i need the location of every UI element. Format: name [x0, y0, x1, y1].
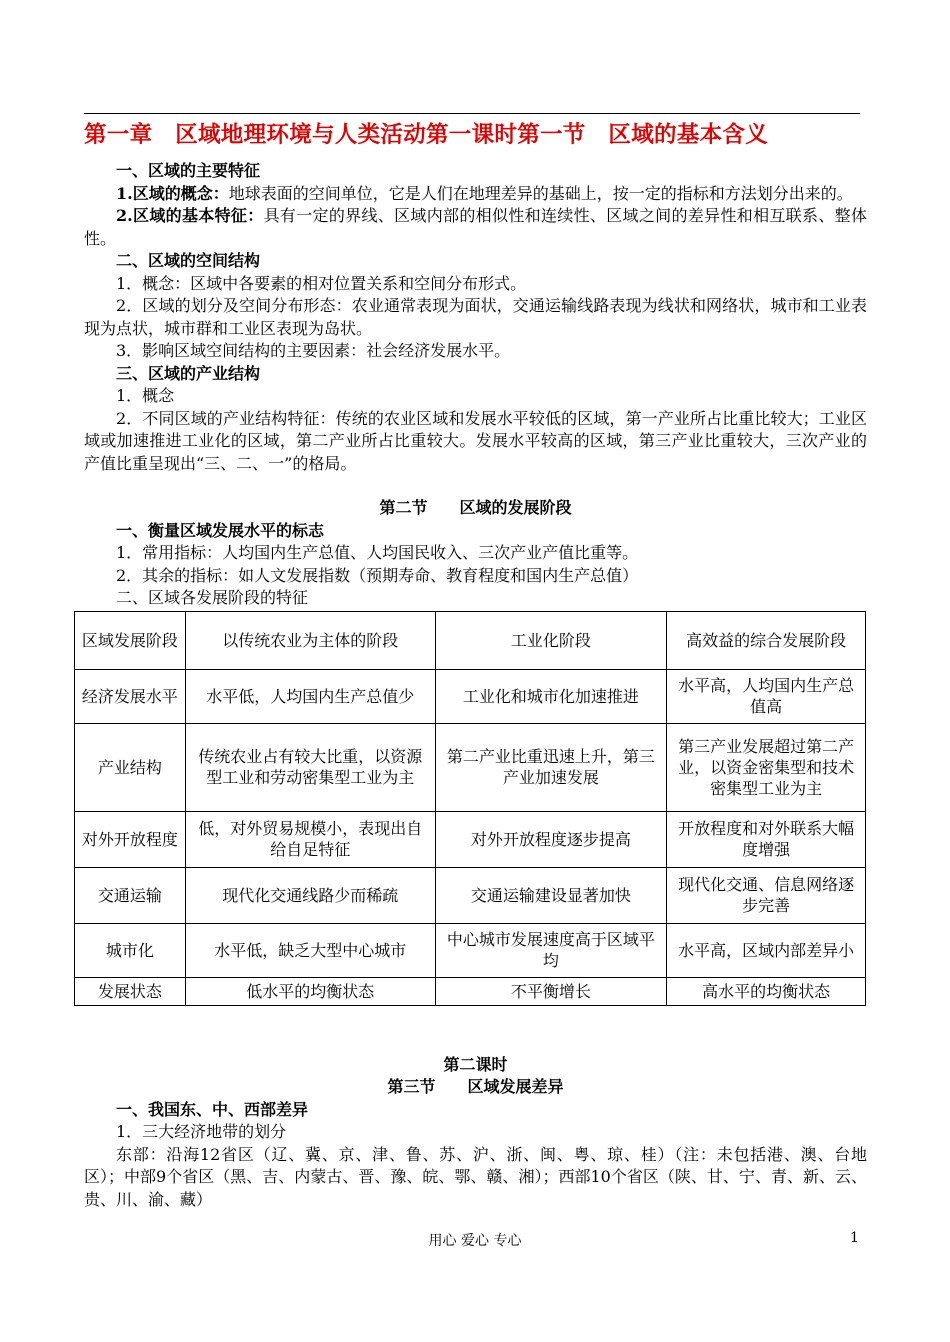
table-row: [75, 977, 866, 1005]
document-body: [81, 160, 867, 1211]
page-title: 第一章 区域地理环境与人类活动第一课时第一节 区域的基本含义: [84, 122, 769, 148]
table-cell: 工业化阶段: [435, 611, 667, 669]
table-cell: 水平低，缺乏大型中心城市: [185, 923, 435, 977]
section-title-development-stages: 第二节 区域的发展阶段: [379, 498, 572, 517]
paragraph-economic-zones: 1．三大经济地带的划分: [116, 1122, 287, 1141]
table-cell: 不平衡增长: [435, 977, 667, 1005]
paragraph-zone-provinces: 东部：沿海12省区（辽、冀、京、津、鲁、苏、沪、浙、闽、粤、琼、桂）（注：未包括港、澳、台地区）；中部9个省区（黑、吉、内蒙古、晋、豫、皖、鄂、赣、湘）；西部10个省区（陕、甘、宁、青、新、云、贵、川、渝、藏）: [84, 1144, 867, 1209]
heading-spatial-structure: 二、区域的空间结构: [116, 251, 261, 270]
table-cell: 经济发展水平: [75, 669, 186, 723]
heading-east-central-west: 一、我国东、中、西部差异: [116, 1099, 309, 1119]
table-cell: 中心城市发展速度高于区域平均: [435, 923, 667, 977]
table-cell: 第三产业发展超过第二产业，以资金密集型和技术密集型工业为主: [667, 723, 866, 811]
table-cell: 水平高，人均国内生产总值高: [667, 669, 866, 723]
table-cell: 区域发展阶段: [75, 611, 186, 669]
text-basic-features: 具有一定的界线、区域内部的相似性和连续性、区域之间的差异性和相互联系、整体性。: [84, 206, 867, 248]
paragraph-basic-features: [84, 205, 867, 250]
label-basic-features: 2.区域的基本特征：: [116, 206, 264, 225]
heading-industrial-structure: 三、区域的产业结构: [116, 363, 261, 383]
table-cell: 水平高，区域内部差异小: [667, 923, 866, 977]
heading-main-features: 一、区域的主要特征: [116, 161, 261, 180]
paragraph-industry-features: 2．不同区域的产业结构特征：传统的农业区域和发展水平较低的区域，第一产业所占比重比较大；工业区域或加速推进工业化的区域，第二产业所占比重较大。发展水平较高的区域，第三产业比重较大，三次产业的产值比重呈现出“三、二、一”的格局。: [84, 408, 867, 473]
table-cell: 发展状态: [75, 977, 186, 1005]
table-row: [75, 867, 866, 923]
table-cell: 高效益的综合发展阶段: [667, 611, 866, 669]
table-cell: 对外开放程度逐步提高: [435, 811, 667, 867]
table-cell: 现代化交通线路少而稀疏: [185, 867, 435, 923]
table-row: [75, 923, 866, 977]
paragraph-industry-concept: 1．概念: [116, 386, 175, 405]
table-cell: 交通运输建设显著加快: [435, 867, 667, 923]
table-cell: 工业化和城市化加速推进: [435, 669, 667, 723]
page-number: 1: [850, 1230, 859, 1246]
table-row: [75, 611, 866, 669]
heading-stage-features: 二、区域各发展阶段的特征: [116, 588, 309, 607]
header-rule: [84, 113, 860, 114]
table-cell: 第二产业比重迅速上升，第三产业加速发展: [435, 723, 667, 811]
table-cell: 水平低，人均国内生产总值少: [185, 669, 435, 723]
paragraph-region-concept: [84, 183, 867, 206]
table-cell: 交通运输: [75, 867, 186, 923]
table-cell: 开放程度和对外联系大幅度增强: [667, 811, 866, 867]
table-cell: 低水平的均衡状态: [185, 977, 435, 1005]
text-region-concept: 地球表面的空间单位，它是人们在地理差异的基础上，按一定的指标和方法划分出来的。: [228, 183, 853, 203]
paragraph-spatial-factors: 3．影响区域空间结构的主要因素：社会经济发展水平。: [116, 341, 511, 360]
heading-development-indicators: 一、衡量区域发展水平的标志: [116, 520, 325, 540]
table-cell: 低，对外贸易规模小，表现出自给自足特征: [185, 811, 435, 867]
table-cell: 传统农业占有较大比重，以资源型工业和劳动密集型工业为主: [185, 723, 435, 811]
table-cell: 城市化: [75, 923, 186, 977]
section-title-regional-differences: 第三节 区域发展差异: [387, 1077, 564, 1096]
table-cell: 产业结构: [75, 723, 186, 811]
table-cell: 对外开放程度: [75, 811, 186, 867]
lesson-label: 第二课时: [443, 1054, 508, 1074]
table-cell: 以传统农业为主体的阶段: [185, 611, 435, 669]
paragraph-spatial-concept: 1．概念：区域中各要素的相对位置关系和空间分布形式。: [116, 273, 527, 293]
table-row: [75, 723, 866, 811]
table-row: [75, 669, 866, 723]
paragraph-spatial-forms: 2．区域的划分及空间分布形态：农业通常表现为面状，交通运输线路表现为线状和网络状，城市和工业表现为点状，城市群和工业区表现为岛状。: [84, 296, 867, 338]
development-stage-table: [74, 611, 866, 1006]
table-cell: 现代化交通、信息网络逐步完善: [667, 867, 866, 923]
label-region-concept: 1.区域的概念：: [116, 183, 229, 203]
table-cell: 高水平的均衡状态: [667, 977, 866, 1005]
paragraph-common-indicators: 1．常用指标：人均国内生产总值、人均国民收入、三次产业产值比重等。: [116, 543, 639, 562]
footer-text: 用心 爱心 专心: [428, 1233, 522, 1249]
paragraph-other-indicators: 2．其余的指标：如人文发展指数（预期寿命、教育程度和国内生产总值）: [116, 565, 639, 585]
table-row: [75, 811, 866, 867]
